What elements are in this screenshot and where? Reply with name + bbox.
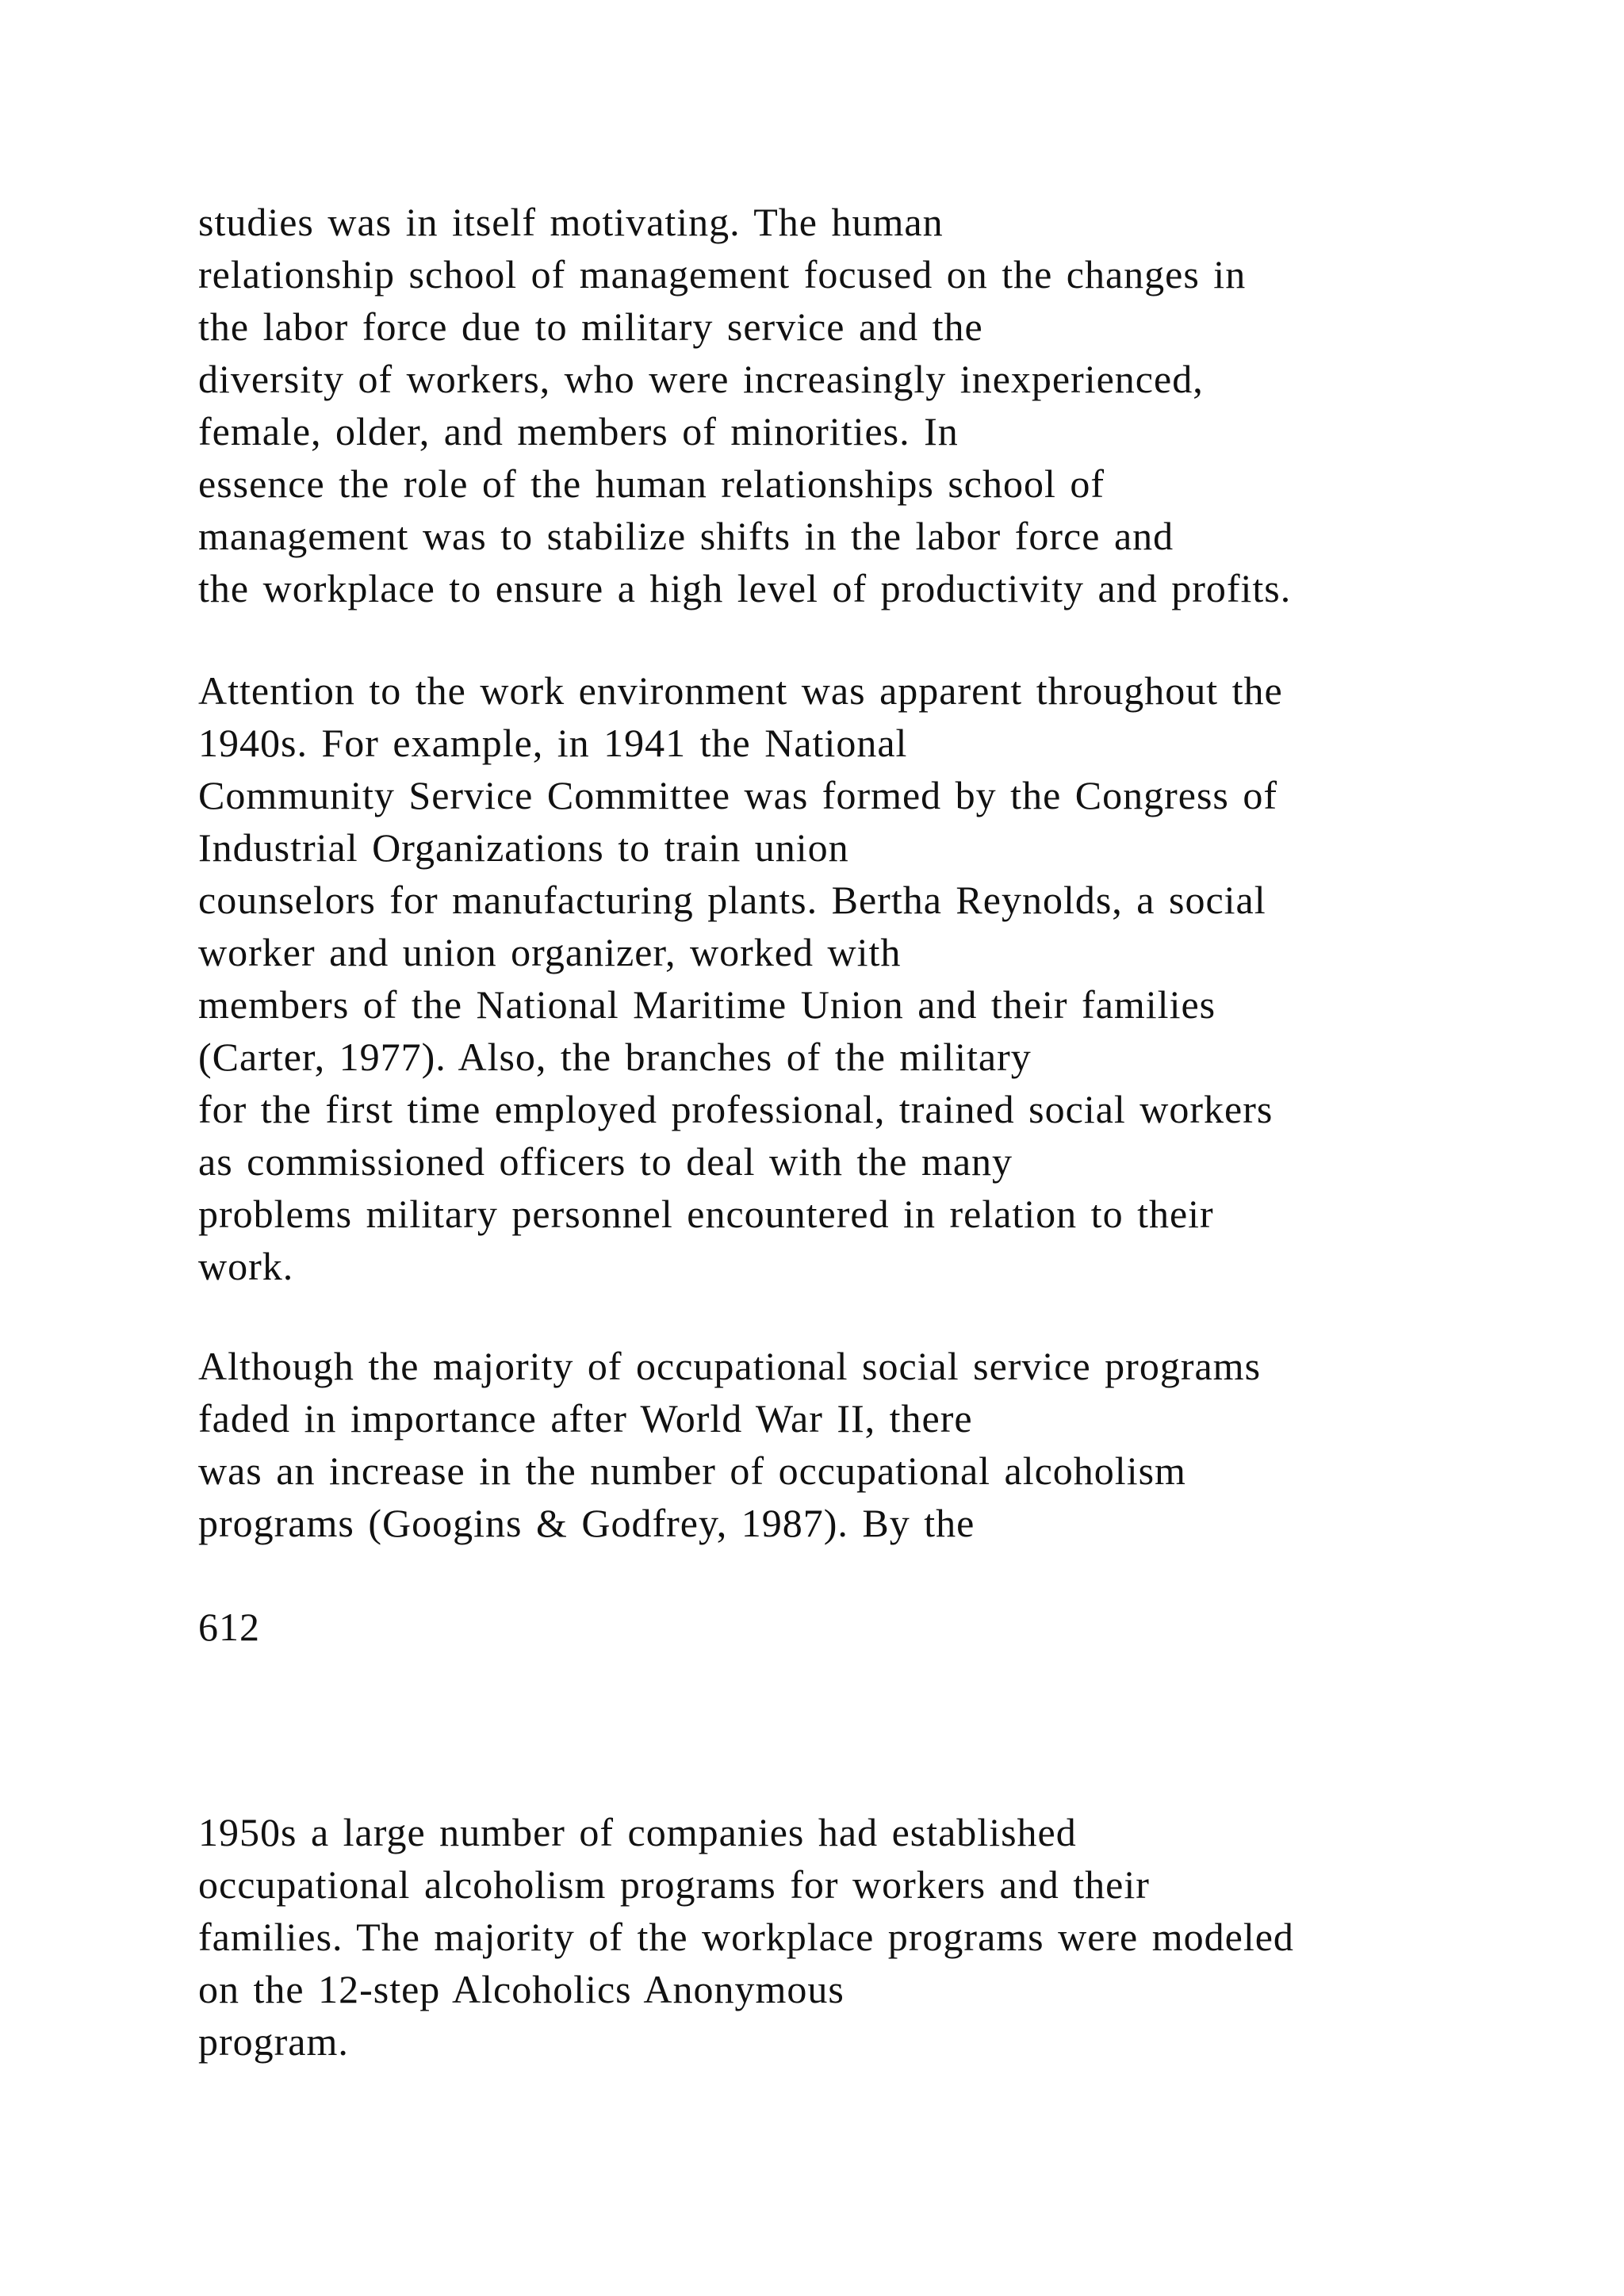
- paragraph-post-war-programs: [198, 1340, 1515, 1549]
- text-line: problems military personnel encountered in relation to their: [198, 1192, 1214, 1236]
- text-line: as commissioned officers to deal with the many: [198, 1139, 1013, 1184]
- text-line: programs (Googins & Godfrey, 1987). By the: [198, 1501, 975, 1545]
- text-line: (Carter, 1977). Also, the branches of the military: [198, 1035, 1032, 1079]
- text-line: work.: [198, 1244, 294, 1288]
- text-line: on the 12-step Alcoholics Anonymous: [198, 1967, 845, 2011]
- text-line: Attention to the work environment was apparent throughout the: [198, 668, 1283, 713]
- text-line: families. The majority of the workplace programs were modeled: [198, 1915, 1294, 1959]
- text-line: members of the National Maritime Union and their families: [198, 982, 1216, 1027]
- text-line: program.: [198, 2019, 349, 2064]
- text-line: 1940s. For example, in 1941 the National: [198, 721, 908, 765]
- text-line: counselors for manufacturing plants. Bertha Reynolds, a social: [198, 878, 1266, 922]
- text-line: Although the majority of occupational social service programs: [198, 1344, 1262, 1388]
- paragraph-continuation: [198, 1806, 1515, 2068]
- text-line: Community Service Committee was formed by the Congress of: [198, 773, 1278, 817]
- text-line: faded in importance after World War II, there: [198, 1396, 973, 1441]
- text-line: the labor force due to military service and the: [198, 304, 983, 349]
- text-line: occupational alcoholism programs for workers and their: [198, 1862, 1150, 1907]
- text-line: for the first time employed professional, trained social workers: [198, 1087, 1274, 1131]
- page-number: [198, 1601, 1515, 1653]
- text-line: female, older, and members of minorities. In: [198, 409, 959, 453]
- text-line: was an increase in the number of occupational alcoholism: [198, 1448, 1186, 1493]
- page-number-text: 612: [198, 1605, 260, 1649]
- text-line: essence the role of the human relationships school of: [198, 461, 1105, 506]
- text-line: studies was in itself motivating. The human: [198, 200, 944, 244]
- text-line: relationship school of management focused on the changes in: [198, 252, 1247, 297]
- paragraph-work-environment: [198, 664, 1515, 1292]
- paragraph-human-relationships: [198, 196, 1515, 614]
- text-line: management was to stabilize shifts in the labor force and: [198, 514, 1174, 558]
- text-line: the workplace to ensure a high level of productivity and profits.: [198, 566, 1292, 610]
- text-line: 1950s a large number of companies had established: [198, 1810, 1077, 1854]
- text-line: worker and union organizer, worked with: [198, 930, 902, 974]
- text-line: Industrial Organizations to train union: [198, 825, 849, 870]
- text-line: diversity of workers, who were increasingly inexperienced,: [198, 357, 1204, 401]
